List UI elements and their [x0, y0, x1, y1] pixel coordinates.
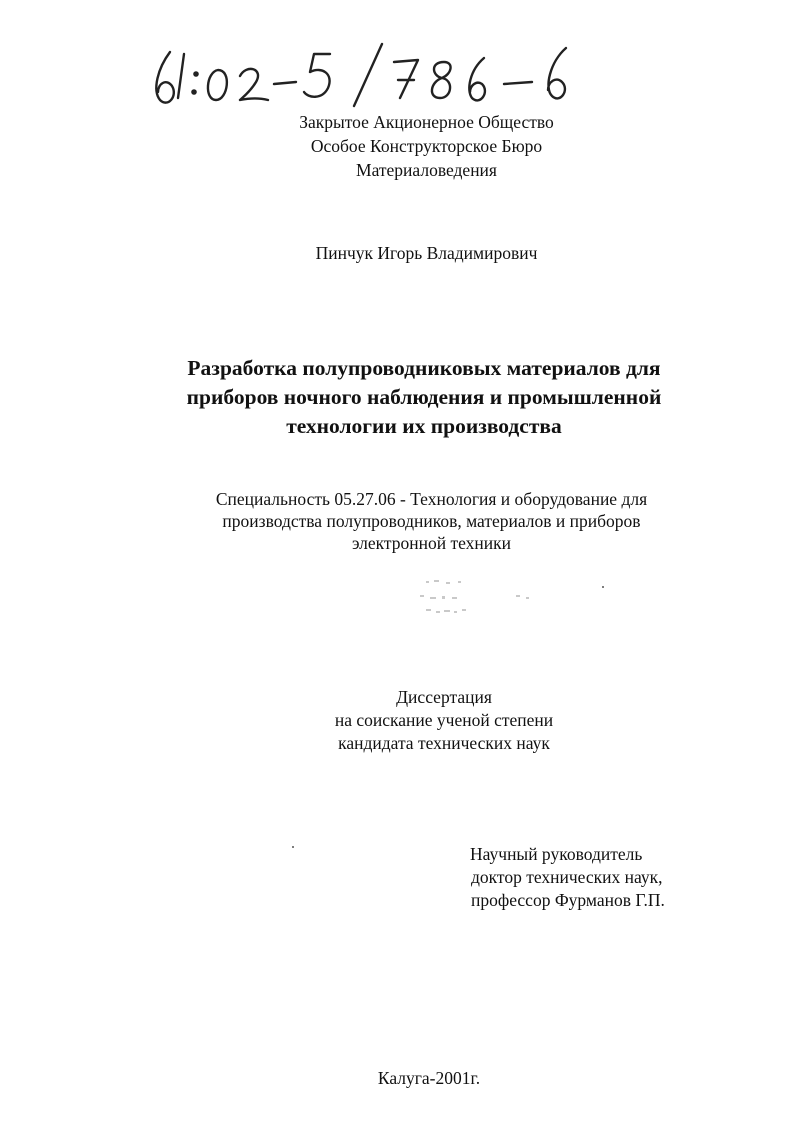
specialty-line-2: производства полупроводников, материалов и приборов — [222, 511, 641, 531]
organization-line-2: Особое Конструкторское Бюро — [310, 136, 543, 156]
organization-line-3: Материаловедения — [356, 160, 497, 180]
degree-line-2: на соискание ученой степени — [334, 710, 554, 730]
degree-line-1: Диссертация — [396, 687, 492, 707]
specialty-line-3: электронной техники — [351, 533, 512, 553]
supervisor-line-2: доктор технических наук, — [471, 867, 663, 887]
title-line-2: приборов ночного наблюдения и промышленной — [186, 385, 662, 409]
organization-line-1: Закрытое Акционерное Общество — [299, 112, 554, 132]
author-name — [0, 241, 793, 265]
supervisor-block — [470, 843, 770, 912]
supervisor-line-3: профессор Фурманов Г.П. — [471, 890, 665, 910]
faded-stamp-mark — [412, 575, 542, 625]
degree-line-3: кандидата технических наук — [338, 733, 550, 753]
title-line-1: Разработка полупроводниковых материалов для — [187, 356, 661, 380]
footer-line: Калуга-2001г. — [377, 1068, 481, 1088]
handwritten-catalog-number — [148, 40, 608, 110]
place-and-year — [0, 1066, 793, 1090]
specialty-line-1: Специальность 05.27.06 - Технология и оборудование для — [215, 489, 648, 509]
specialty-block — [0, 488, 793, 554]
scan-speck — [602, 586, 604, 588]
title-line-3: технологии их производства — [286, 414, 562, 438]
handwritten-number-drawing — [148, 40, 608, 110]
author-line: Пинчук Игорь Владимирович — [315, 243, 538, 263]
degree-block — [0, 686, 793, 755]
organization-block — [0, 110, 793, 182]
scan-speck — [292, 846, 294, 848]
dissertation-title — [0, 354, 793, 441]
supervisor-line-1: Научный руководитель — [470, 844, 643, 864]
